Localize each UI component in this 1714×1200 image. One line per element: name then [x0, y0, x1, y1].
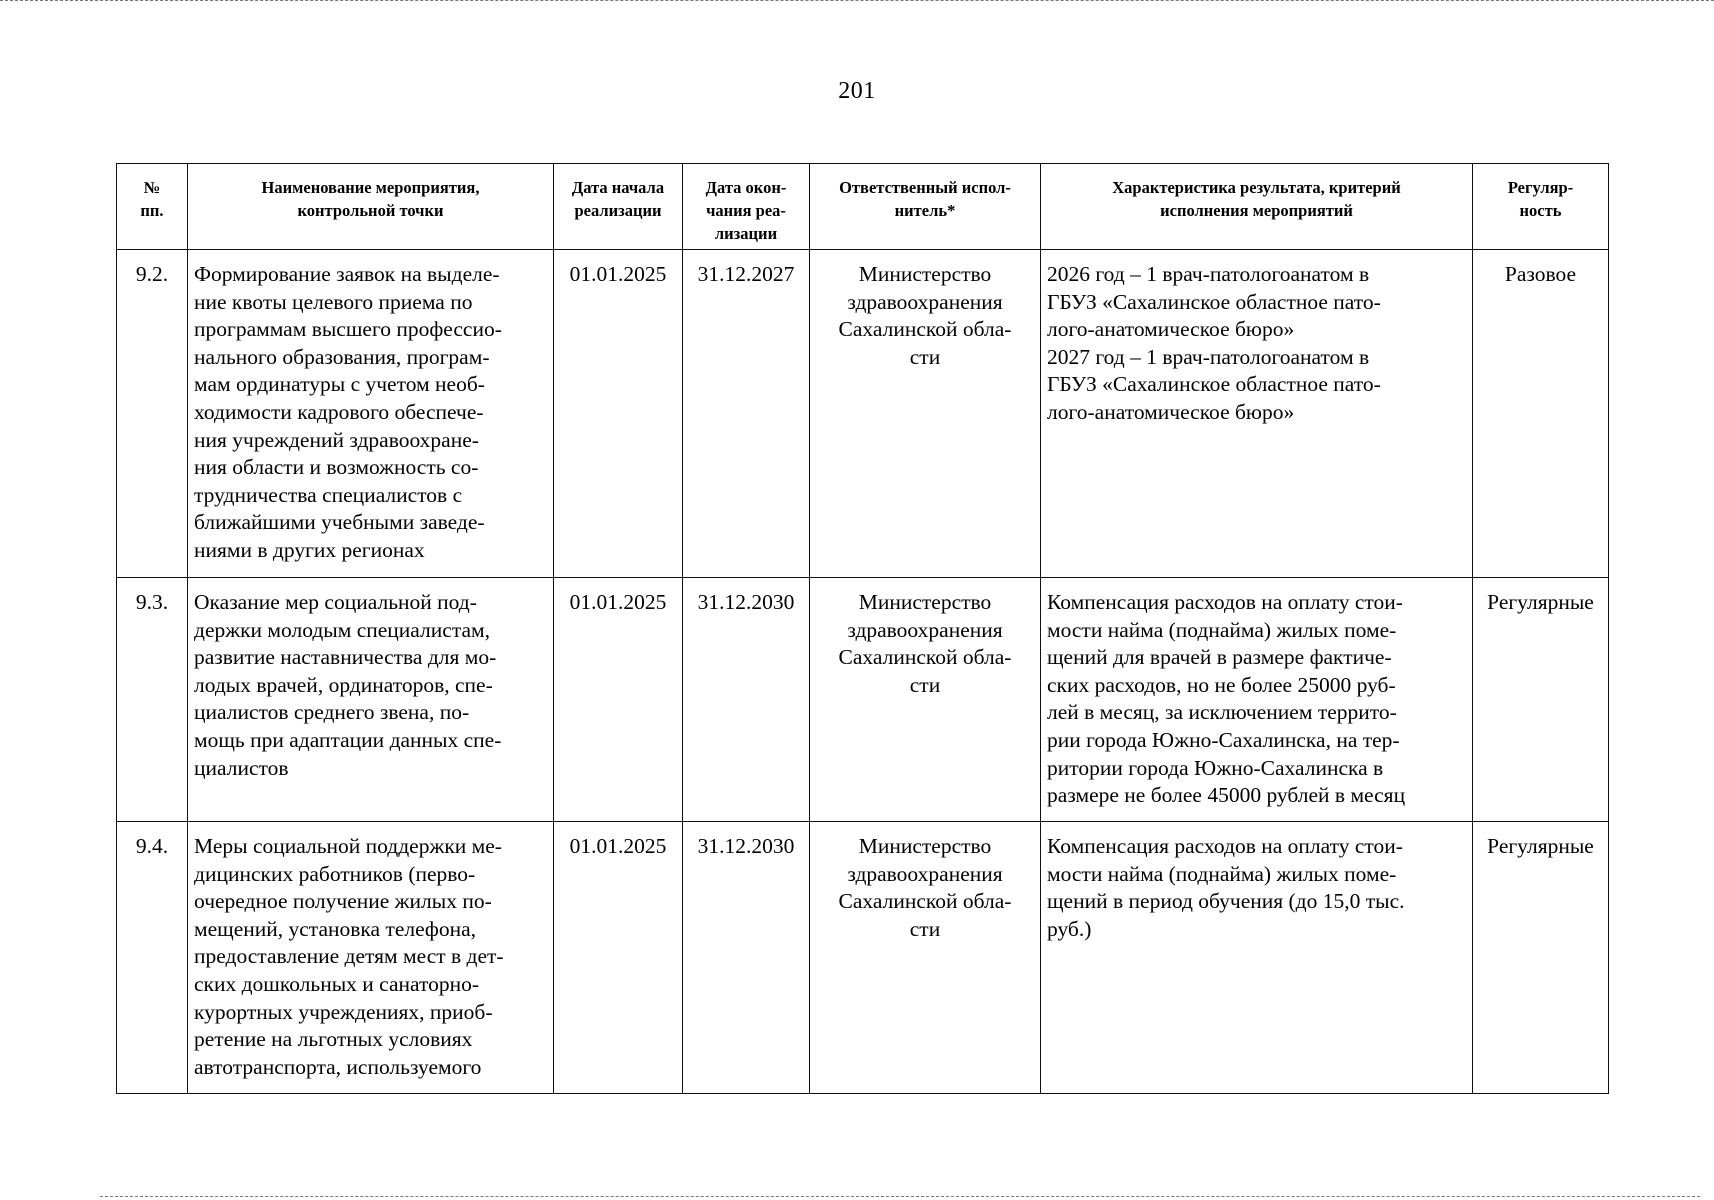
- responsible: [810, 578, 1041, 822]
- header-regularity: [1473, 164, 1609, 250]
- responsible-line: Министерство: [858, 590, 992, 614]
- header-start-line: Дата начала: [571, 178, 665, 197]
- responsible-line: Сахалинской обла-: [838, 645, 1012, 670]
- table-header-row: [117, 164, 1609, 250]
- result-line: рии города Южно-Сахалинска, на тер-: [1047, 727, 1400, 752]
- responsible-line: здравоохранения: [847, 861, 1003, 886]
- responsible-line: Сахалинской обла-: [838, 889, 1012, 914]
- measure-name-line: программам высшего профессио-: [194, 317, 502, 342]
- result-line: Компенсация расходов на оплату стои-: [1047, 590, 1403, 614]
- header-end-line: лизации: [714, 224, 778, 243]
- header-responsible: [810, 164, 1041, 250]
- start-date: 01.01.2025: [554, 822, 683, 1094]
- measure-name-line: ских дошкольных и санаторно-: [194, 971, 480, 996]
- page-number: 201: [838, 78, 876, 104]
- measure-name-line: автотранспорта, используемого: [194, 1054, 482, 1079]
- row-number: 9.4.: [117, 822, 188, 1094]
- result-line: ГБУЗ «Сахалинское областное пато-: [1047, 289, 1381, 314]
- header-end-line: чания реа-: [706, 201, 786, 220]
- responsible-line: сти: [909, 916, 941, 941]
- responsible-line: сти: [909, 344, 941, 369]
- end-date: 31.12.2030: [683, 822, 810, 1094]
- header-name: [188, 164, 554, 250]
- end-date: 31.12.2030: [683, 578, 810, 822]
- result-description: [1041, 822, 1473, 1094]
- end-date: 31.12.2027: [683, 250, 810, 578]
- measure-name-line: Формирование заявок на выделе-: [194, 262, 500, 286]
- header-num: [117, 164, 188, 250]
- result-line: ских расходов, но не более 25000 руб-: [1047, 672, 1396, 697]
- measure-name-line: мещений, установка телефона,: [194, 916, 477, 941]
- measure-name: [188, 822, 554, 1094]
- result-line: 2027 год – 1 врач-патологоанатом в: [1047, 344, 1370, 369]
- header-end-line: Дата окон-: [705, 178, 787, 197]
- measures-table: [116, 163, 1609, 1094]
- table-row: [117, 250, 1609, 578]
- result-line: Компенсация расходов на оплату стои-: [1047, 834, 1403, 858]
- row-number: 9.2.: [117, 250, 188, 578]
- header-result: [1041, 164, 1473, 250]
- header-reg-line: Регуляр-: [1507, 178, 1574, 197]
- scan-edge-top: [0, 0, 1714, 3]
- result-line: размере не более 45000 рублей в месяц: [1047, 783, 1406, 808]
- header-start-date: [554, 164, 683, 250]
- responsible-line: здравоохранения: [847, 289, 1003, 314]
- header-name-line: Наименование мероприятия,: [261, 178, 480, 197]
- measure-name-line: развитие наставничества для мо-: [194, 645, 497, 670]
- measure-name-line: трудничества специалистов с: [194, 482, 463, 507]
- result-line: руб.): [1047, 916, 1092, 941]
- result-line: ГБУЗ «Сахалинское областное пато-: [1047, 372, 1381, 397]
- start-date: 01.01.2025: [554, 578, 683, 822]
- header-result-line: исполнения мероприятий: [1160, 201, 1353, 220]
- result-description: [1041, 578, 1473, 822]
- regularity: Разовое: [1473, 250, 1609, 578]
- measure-name-line: ретение на льготных условиях: [194, 1027, 473, 1052]
- measure-name-line: нального образования, програм-: [194, 344, 490, 369]
- header-num-line: пп.: [140, 201, 164, 220]
- table-row: [117, 822, 1609, 1094]
- measure-name-line: ближайшими учебными заведе-: [194, 510, 485, 535]
- result-line: ритории города Южно-Сахалинска в: [1047, 755, 1384, 780]
- measure-name-line: предоставление детям мест в дет-: [194, 944, 504, 969]
- result-line: 2026 год – 1 врач-патологоанатом в: [1047, 262, 1370, 286]
- responsible: [810, 822, 1041, 1094]
- measure-name-line: мощь при адаптации данных спе-: [194, 727, 502, 752]
- result-line: лого-анатомическое бюро»: [1047, 399, 1295, 424]
- responsible-line: Сахалинской обла-: [838, 317, 1012, 342]
- measure-name-line: ния области и возможность со-: [194, 455, 479, 480]
- measure-name-line: Оказание мер социальной под-: [194, 590, 477, 614]
- measure-name-line: циалистов: [194, 755, 289, 780]
- result-description: [1041, 250, 1473, 578]
- result-line: лей в месяц, за исключением террито-: [1047, 700, 1397, 725]
- table-row: [117, 578, 1609, 822]
- scan-edge-bottom: [100, 1196, 1700, 1199]
- row-number: 9.3.: [117, 578, 188, 822]
- result-line: щений в период обучения (до 15,0 тыс.: [1047, 889, 1405, 914]
- result-line: мости найма (поднайма) жилых поме-: [1047, 617, 1397, 642]
- measure-name-line: очередное получение жилых по-: [194, 889, 492, 914]
- measure-name: [188, 250, 554, 578]
- header-end-date: [683, 164, 810, 250]
- measure-name-line: ния учреждений здравоохране-: [194, 427, 479, 452]
- responsible: [810, 250, 1041, 578]
- measure-name-line: ходимости кадрового обеспече-: [194, 399, 484, 424]
- measure-name-line: мам ординатуры с учетом необ-: [194, 372, 485, 397]
- measure-name-line: держки молодым специалистам,: [194, 617, 491, 642]
- responsible-line: Министерство: [858, 262, 992, 286]
- header-start-line: реализации: [574, 201, 662, 220]
- measure-name-line: циалистов среднего звена, по-: [194, 700, 470, 725]
- measure-name-line: Меры социальной поддержки ме-: [194, 834, 502, 858]
- measure-name-line: ниями в других регионах: [194, 537, 425, 562]
- regularity: Регулярные: [1473, 578, 1609, 822]
- header-name-line: контрольной точки: [297, 201, 444, 220]
- result-line: лого-анатомическое бюро»: [1047, 317, 1295, 342]
- header-result-line: Характеристика результата, критерий: [1112, 178, 1401, 197]
- result-line: мости найма (поднайма) жилых поме-: [1047, 861, 1397, 886]
- measure-name: [188, 578, 554, 822]
- measure-name-line: лодых врачей, ординаторов, спе-: [194, 672, 493, 697]
- start-date: 01.01.2025: [554, 250, 683, 578]
- header-reg-line: ность: [1519, 201, 1562, 220]
- measure-name-line: ние квоты целевого приема по: [194, 289, 473, 314]
- responsible-line: здравоохранения: [847, 617, 1003, 642]
- result-line: щений для врачей в размере фактиче-: [1047, 645, 1392, 670]
- header-num-line: №: [143, 178, 161, 197]
- measure-name-line: дицинских работников (перво-: [194, 861, 476, 886]
- header-resp-line: нитель*: [894, 201, 956, 220]
- measure-name-line: курортных учреждениях, приоб-: [194, 999, 493, 1024]
- responsible-line: сти: [909, 672, 941, 697]
- responsible-line: Министерство: [858, 834, 992, 858]
- header-resp-line: Ответственный испол-: [839, 178, 1011, 197]
- regularity: Регулярные: [1473, 822, 1609, 1094]
